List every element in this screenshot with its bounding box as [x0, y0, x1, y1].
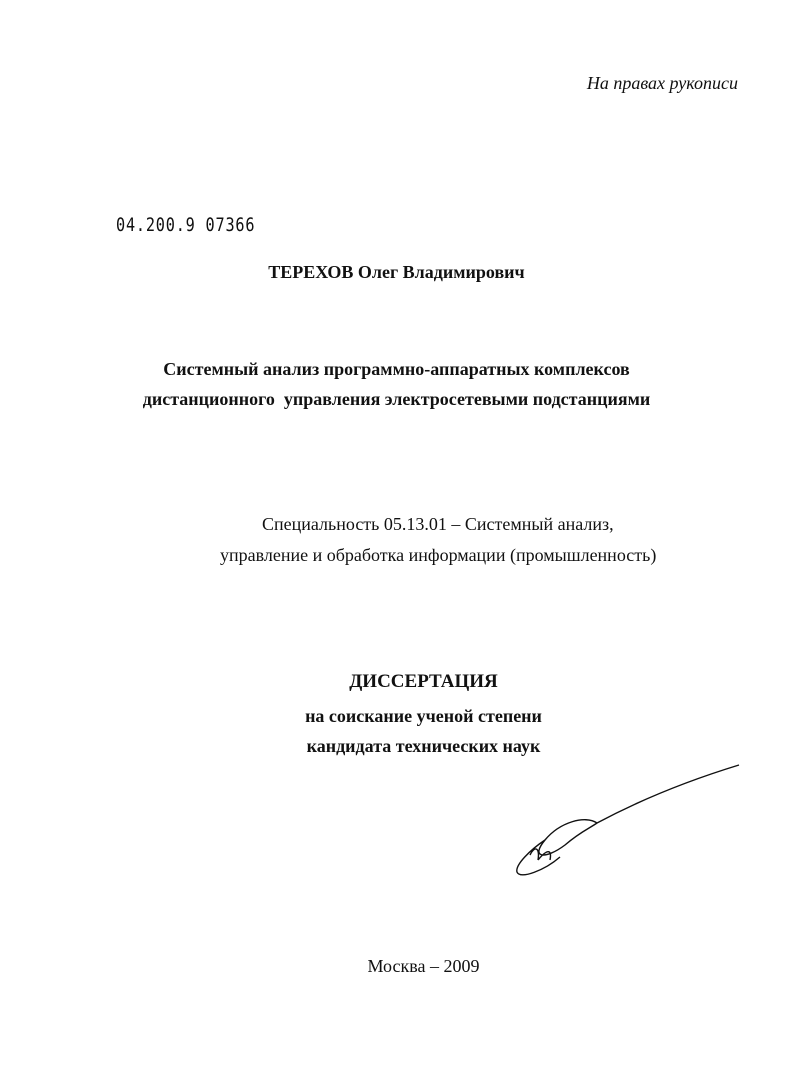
degree-line-2: кандидата технических наук	[306, 736, 541, 756]
place-and-year: Москва – 2009	[367, 956, 480, 976]
author-name: ТЕРЕХОВ Олег Владимирович	[268, 262, 525, 282]
manuscript-note: На правах рукописи	[586, 73, 738, 93]
specialty-line-2: управление и обработка информации (промышленность)	[220, 545, 657, 565]
archive-number: 04.200.9 07366	[116, 214, 256, 236]
title-line-2: дистанционного управления электросетевыми подстанциями	[142, 389, 651, 409]
specialty-line-1: Специальность 05.13.01 – Системный анализ,	[262, 514, 614, 534]
title-line-1: Системный анализ программно-аппаратных комплексов	[163, 359, 630, 379]
degree-line-1: на соискание ученой степени	[305, 706, 542, 726]
document-type-heading: ДИССЕРТАЦИЯ	[349, 671, 498, 692]
